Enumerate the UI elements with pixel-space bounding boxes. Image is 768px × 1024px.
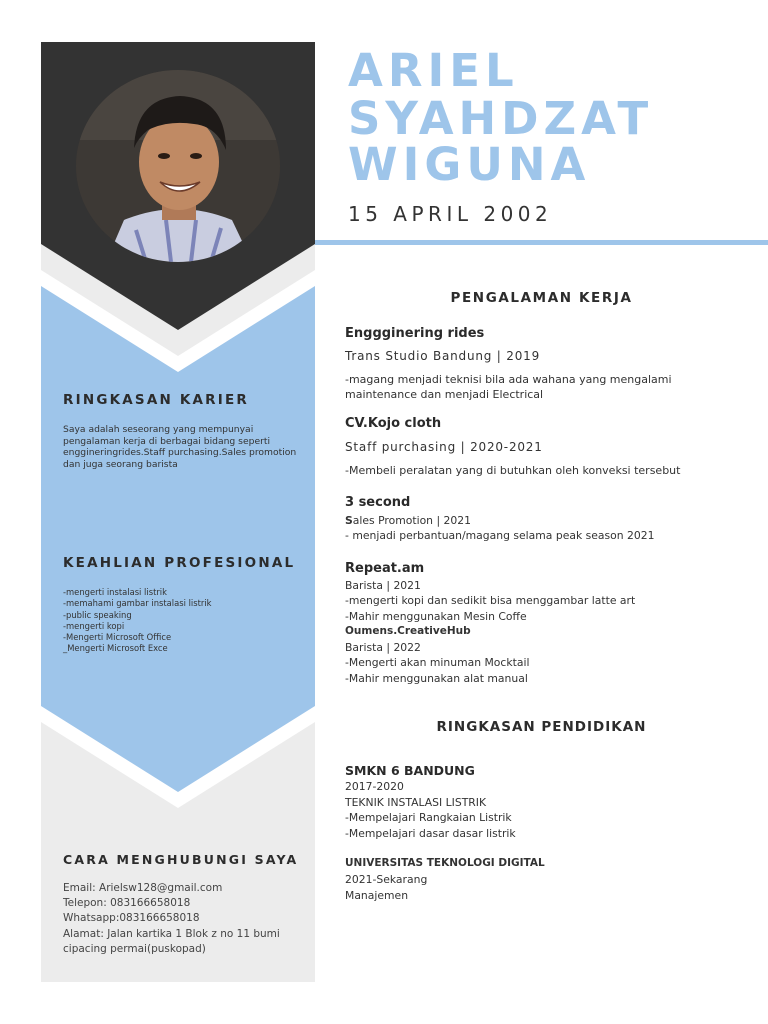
- header-divider: [315, 240, 768, 245]
- contact-address-line2: cipacing permai(puskopad): [63, 942, 206, 955]
- job-title: Oumens.CreativeHub: [345, 625, 471, 637]
- skill-item: -memahami gambar instalasi listrik: [63, 598, 212, 609]
- job-role: [345, 513, 471, 529]
- work-experience-heading: PENGALAMAN KERJA: [450, 290, 633, 306]
- job-description: -Mahir menggunakan alat manual: [345, 672, 528, 685]
- skills-list: [63, 587, 303, 655]
- job-role: Barista | 2022: [345, 641, 421, 654]
- skill-item: -public speaking: [63, 609, 132, 620]
- job-description: - menjadi perbantuan/magang selama peak season 2021: [345, 529, 655, 542]
- name-middle: SYAHDZAT: [348, 92, 654, 145]
- job-role: Barista | 2021: [345, 579, 421, 592]
- job-title: CV.Kojo cloth: [345, 416, 442, 431]
- name-first: ARIEL: [348, 44, 519, 97]
- contact-list: [63, 881, 303, 957]
- school-note: -Mempelajari Rangkaian Listrik: [345, 811, 512, 824]
- sidebar: [41, 42, 315, 982]
- contact-phone: Telepon: 083166658018: [63, 897, 191, 910]
- skill-item: -mengerti instalasi listrik: [63, 587, 167, 597]
- date-of-birth: 15 APRIL 2002: [348, 202, 553, 226]
- job-role: Trans Studio Bandung | 2019: [345, 349, 541, 363]
- school-name: SMKN 6 BANDUNG: [345, 763, 475, 778]
- profile-photo: [76, 70, 280, 262]
- job-title: Repeat.am: [345, 561, 425, 576]
- job-description: -Mengerti akan minuman Mocktail: [345, 656, 530, 669]
- job-description: -magang menjadi teknisi bila ada wahana yang mengalami: [345, 373, 672, 386]
- school-note: -Mempelajari dasar dasar listrik: [345, 827, 516, 840]
- skill-item: _Mengerti Microsoft Exce: [63, 643, 168, 654]
- contact-address: Alamat: Jalan kartika 1 Blok z no 11 bumi: [63, 927, 280, 940]
- job-description: -Membeli peralatan yang di butuhkan oleh konveksi tersebut: [345, 464, 681, 477]
- school-major: TEKNIK INSTALASI LISTRIK: [345, 796, 487, 809]
- school-years: 2021-Sekarang: [345, 873, 428, 886]
- career-summary-text: Saya adalah seseorang yang mempunyai pengalaman kerja di berbagai bidang seperti enggineringrides.Staff purchasing.Sales promotion dan juga seorang barista: [63, 424, 297, 470]
- contact-heading: CARA MENGHUBUNGI SAYA: [63, 852, 299, 867]
- skill-item: -Mengerti Microsoft Office: [63, 632, 172, 643]
- skills-heading: KEAHLIAN PROFESIONAL: [63, 555, 296, 571]
- school-major: Manajemen: [345, 889, 409, 902]
- contact-email: Email: Arielsw128@gmail.com: [63, 882, 223, 894]
- job-role-initial: S: [345, 514, 353, 527]
- job-description: -mengerti kopi dan sedikit bisa menggambar latte art: [345, 594, 636, 607]
- job-role: Staff purchasing | 2020-2021: [345, 440, 543, 454]
- job-title: 3 second: [345, 495, 411, 510]
- name-last: WIGUNA: [348, 138, 591, 191]
- school-name: UNIVERSITAS TEKNOLOGI DIGITAL: [345, 857, 545, 869]
- job-description: -Mahir menggunakan Mesin Coffe: [345, 610, 527, 623]
- job-role-rest: ales Promotion | 2021: [352, 514, 472, 527]
- job-description: maintenance dan menjadi Electrical: [345, 388, 544, 401]
- skill-item: -mengerti kopi: [63, 620, 125, 631]
- career-summary-heading: RINGKASAN KARIER: [63, 392, 250, 408]
- contact-whatsapp: Whatsapp:083166658018: [63, 912, 200, 925]
- education-heading: RINGKASAN PENDIDIKAN: [436, 719, 647, 735]
- job-title: Enggginering rides: [345, 326, 485, 341]
- school-years: 2017-2020: [345, 780, 404, 793]
